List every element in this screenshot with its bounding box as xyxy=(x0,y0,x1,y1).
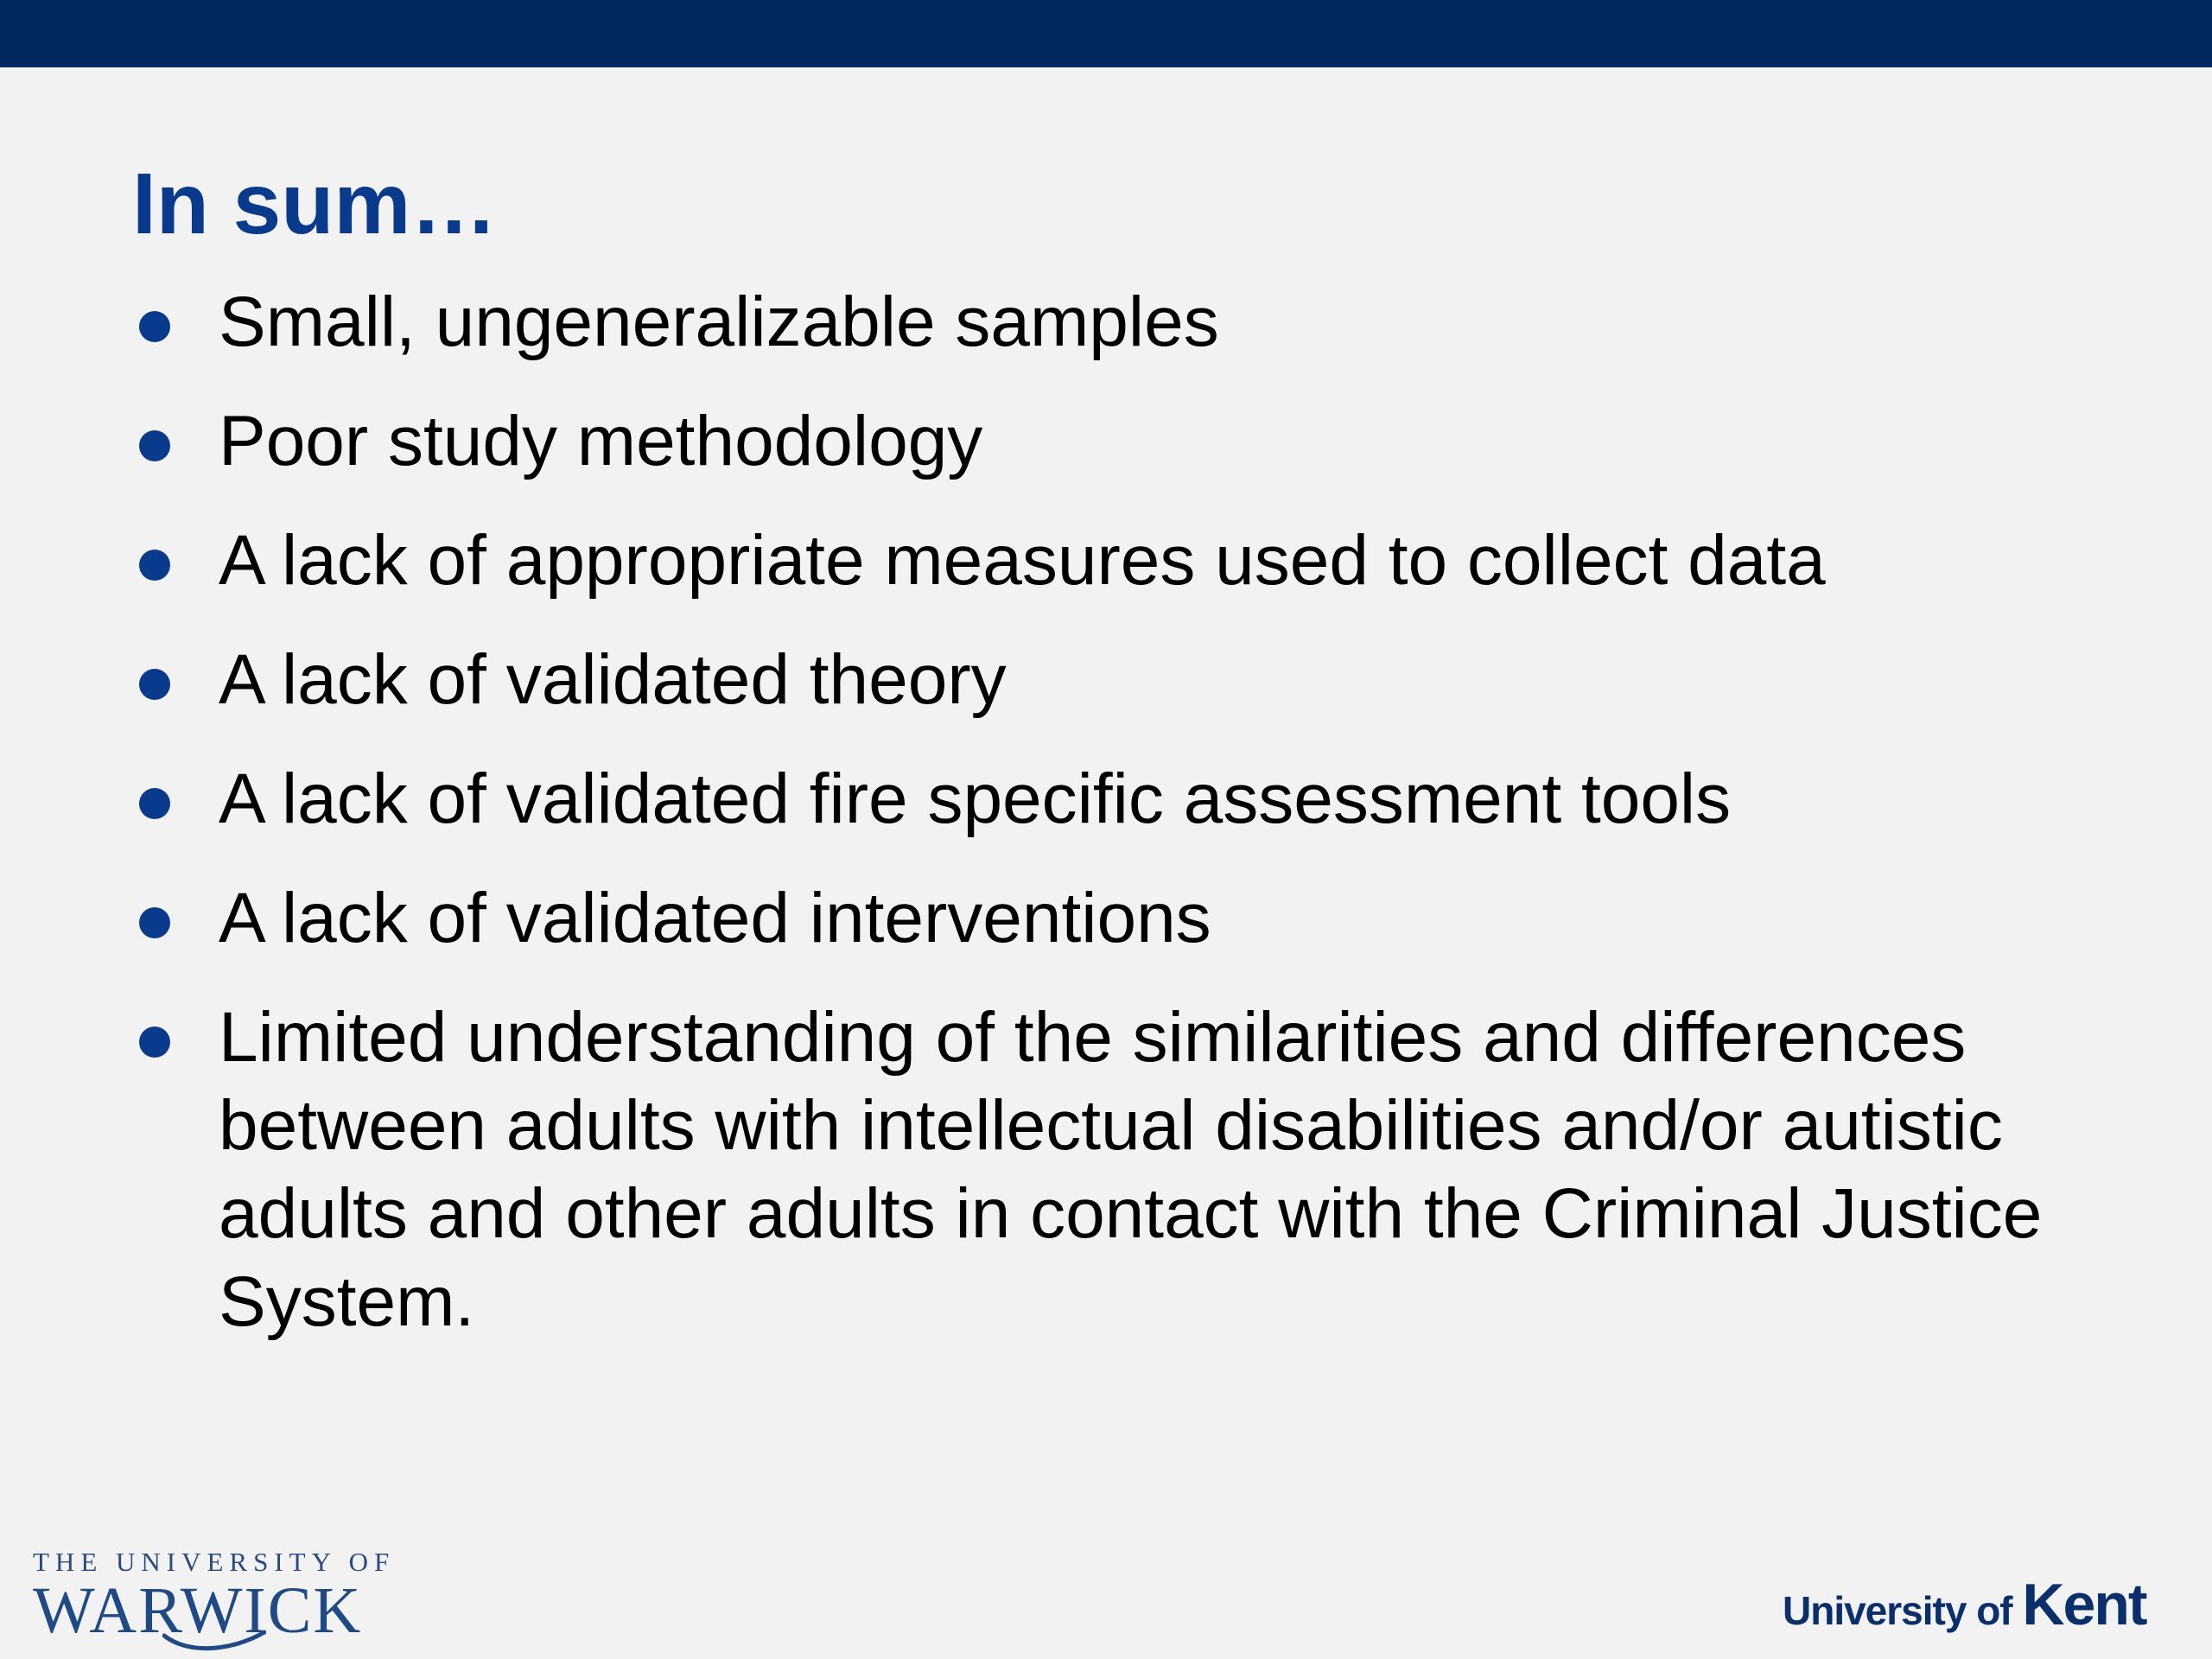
bullet-icon xyxy=(139,550,170,581)
bullet-icon xyxy=(139,669,170,700)
bullet-text: Limited understanding of the similarities and differences between adults with intellectual disabilities and/or autistic adults and other adults in contact with the Criminal Justice System. xyxy=(219,998,2043,1341)
slide-title: In sum… xyxy=(132,156,498,252)
list-item xyxy=(132,994,2120,1346)
list-item xyxy=(132,874,2120,963)
kent-logo xyxy=(1783,1571,2146,1638)
list-item xyxy=(132,397,2120,486)
list-item xyxy=(132,517,2120,605)
bullet-icon xyxy=(139,907,170,938)
bullet-text: A lack of validated fire specific assessment tools xyxy=(219,760,1732,838)
warwick-logo-line1: THE UNIVERSITY OF xyxy=(33,1547,396,1577)
kent-logo-prefix: University of xyxy=(1783,1588,2023,1633)
bullet-icon xyxy=(139,1027,170,1058)
warwick-swoosh-icon xyxy=(162,1629,266,1653)
warwick-logo-line2: WARWICK xyxy=(33,1574,363,1647)
bullet-list xyxy=(132,278,2120,1377)
header-bar xyxy=(0,0,2212,67)
bullet-text: Small, ungeneralizable samples xyxy=(219,283,1219,361)
bullet-text: Poor study methodology xyxy=(219,402,983,480)
bullet-icon xyxy=(139,788,170,819)
list-item xyxy=(132,636,2120,724)
bullet-icon xyxy=(139,311,170,342)
kent-logo-name: Kent xyxy=(2022,1572,2146,1637)
list-item xyxy=(132,755,2120,843)
list-item xyxy=(132,278,2120,366)
bullet-text: A lack of validated theory xyxy=(219,640,1007,719)
bullet-icon xyxy=(139,430,170,461)
bullet-text: A lack of validated interventions xyxy=(219,879,1211,957)
bullet-text: A lack of appropriate measures used to collect data xyxy=(219,521,1826,600)
warwick-logo xyxy=(33,1547,396,1655)
